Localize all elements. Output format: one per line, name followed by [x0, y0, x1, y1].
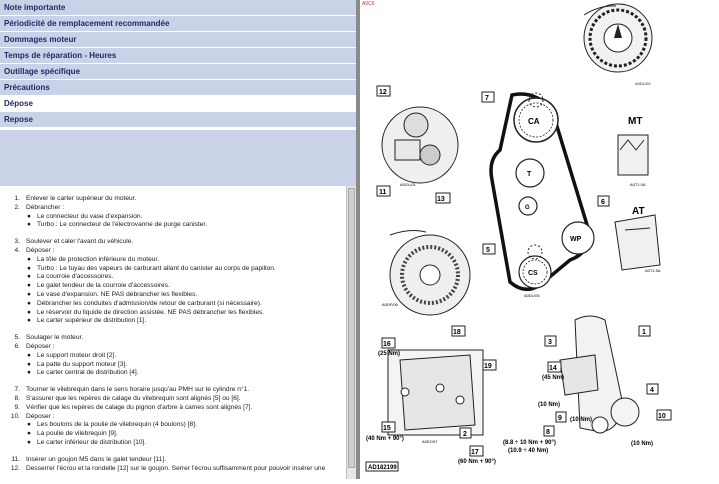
torque-16: (25 Nm) [378, 351, 401, 357]
torque-14: (45 Nm) [542, 375, 565, 381]
callout-13: 13 [437, 196, 445, 203]
step-6: 6. Déposer : [14, 342, 55, 350]
diagram-svg [360, 0, 719, 479]
step-7: 7. Tourner le vilebrequin dans le sens horaire jusqu'au PMH sur le cylindre n°1. [14, 386, 250, 394]
callout-15: 15 [383, 425, 391, 432]
step-4-sub-5: ● Le vase d'expansion. NE PAS débrancher les flexibles. [27, 290, 198, 298]
step-2-sub-2: ● Turbo : Le connecteur de l'électrovanne de purge canister. [27, 221, 207, 229]
nav-item-precautions[interactable]: Précautions [0, 80, 356, 96]
callout-7: 7 [485, 95, 489, 102]
step-6-sub-3: ● Le carter central de distribution [4]. [27, 369, 139, 377]
callout-17: 17 [471, 449, 479, 456]
callout-2: 2 [463, 431, 467, 438]
nav-item-note-importante[interactable]: Note importante [0, 0, 356, 16]
step-6-sub-1: ● Le support moteur droit [2]. [27, 351, 117, 359]
step-10-sub-1: ● Les boulons de la poulie de vilebrequin (4 boulons) [8]. [27, 421, 197, 429]
callout-4: 4 [650, 387, 654, 394]
callout-14: 14 [549, 365, 557, 372]
pulley-g: G [525, 205, 530, 211]
pulley-wp: WP [570, 236, 582, 243]
pulley-t: T [527, 171, 532, 178]
step-10-sub-2: ● La poulie de vilebrequin [9]. [27, 430, 118, 438]
nav-item-repose[interactable]: Repose [0, 112, 356, 128]
callout-10: 10 [658, 413, 666, 420]
nav-item-outillage-specifique[interactable]: Outillage spécifique [0, 64, 356, 80]
scrollbar-thumb[interactable] [348, 188, 355, 468]
nav-empty-area [0, 130, 356, 186]
section-nav [0, 0, 356, 128]
tensioner-detail [382, 107, 458, 183]
torque-10: (10 Nm) [631, 441, 654, 447]
step-5: 5. Soulager le moteur. [14, 334, 84, 342]
step-11: 11. Insérer un goujon M5 dans le galet tendeur [11]. [11, 455, 166, 463]
nav-item-dommages-moteur[interactable]: Dommages moteur [0, 32, 356, 48]
pulley-cs: CS [528, 270, 538, 277]
step-4-sub-4: ● Le galet tendeur de la courroie d'accessoires. [27, 282, 170, 290]
figure-ref: AD182199 [368, 465, 397, 471]
nav-item-periodicite[interactable]: Périodicité de remplacement recommandée [0, 16, 356, 32]
torque-15: (40 Nm + 90°) [366, 436, 404, 442]
nav-item-temps-reparation[interactable]: Temps de réparation - Heures [0, 48, 356, 64]
callout-18: 18 [453, 329, 461, 336]
step-4-sub-6: ● Débrancher les conduites d'admission/de retour de carburant (si nécessaire). [27, 299, 262, 307]
callout-6: 6 [601, 199, 605, 206]
timing-belt-diagram [360, 0, 719, 479]
step-6-sub-2: ● La patte du support moteur [3]. [27, 360, 128, 368]
callout-16: 16 [383, 341, 391, 348]
engine-mount-bracket [388, 350, 483, 435]
torque-17: (60 Nm + 90°) [458, 459, 496, 465]
step-4-sub-8: ● Le carter supérieur de distribution [1]. [27, 317, 147, 325]
step-2-sub-1: ● Le connecteur du vase d'expansion. [27, 212, 143, 220]
mt-detail [618, 135, 648, 175]
timing-cover [560, 316, 639, 433]
step-2: 2. Débrancher : [14, 203, 65, 211]
callout-1: 1 [642, 329, 646, 336]
callout-3: 3 [548, 339, 552, 346]
timing-belt [491, 93, 594, 289]
torque-9: (10 Nm) [570, 417, 593, 423]
step-9: 9. Vérifier que les repères de calage du pignon d'arbre à cames sont alignés [7]. [14, 403, 253, 411]
torque-8a: (8.8 ÷ 10 Nm + 90°) [503, 440, 556, 446]
camshaft-sprocket-detail [584, 4, 652, 72]
pulley-ca: CA [528, 117, 540, 126]
procedure-text [0, 186, 346, 479]
step-1: 1. Enlever le carter supérieur du moteur. [14, 195, 137, 202]
callout-9: 9 [558, 415, 562, 422]
step-4-sub-7: ● Le réservoir du liquide de direction assistée. NE PAS débrancher les flexibles. [27, 308, 265, 316]
left-code-2: A0DF/06 [382, 302, 398, 307]
left-code-1: A0GL/01 [400, 182, 416, 187]
at-detail [615, 215, 660, 270]
mt-label: MT [628, 116, 643, 127]
step-4-sub-3: ● La courroie d'accessoires. [27, 273, 114, 281]
step-8: 8. S'assurer que les repères de calage du vilebrequin sont alignés [5] ou [6]. [14, 394, 241, 402]
step-4-sub-1: ● La tôle de protection inférieure du moteur. [27, 255, 160, 263]
sprocket-code: A0DL/00 [635, 81, 651, 86]
crank-pulley-detail [390, 231, 470, 315]
step-10-sub-3: ● Le carter inférieur de distribution [10]. [27, 438, 147, 446]
callout-5: 5 [486, 247, 490, 254]
mid-code: A0DL/05 [524, 293, 540, 298]
at-label: AT [632, 206, 645, 217]
callout-19: 19 [484, 363, 492, 370]
callout-11: 11 [379, 189, 387, 196]
at-code: A0T1.5A [645, 268, 661, 273]
step-4: 4. Déposer : [14, 246, 55, 254]
torque-3: (10 Nm) [538, 402, 561, 408]
callout-12: 12 [379, 89, 387, 96]
step-4-sub-2: ● Turbo : Le tuyau des vapeurs de carburant allant du canister au corps de papillon. [27, 264, 276, 272]
left-pane [0, 0, 356, 479]
torque-8b: (10.9 ÷ 40 Nm) [508, 448, 549, 454]
callout-8: 8 [546, 429, 550, 436]
step-12: 12. Desserrer l'écrou et la rondelle [12] sur le goujon. Serrer l'écrou suffisamment pour pouvoir insérer une [10, 464, 326, 472]
step-3: 3. Soulever et caler l'avant du véhicule. [14, 238, 134, 246]
mt-code: A0T1.0A [630, 182, 646, 187]
step-10: 10. Déposer : [10, 412, 55, 420]
top-tag: A0C6 [362, 1, 375, 7]
content-scrollbar[interactable] [346, 186, 356, 479]
bracket-code: A0E2/07 [422, 439, 438, 444]
nav-item-depose[interactable]: Dépose [0, 96, 356, 112]
